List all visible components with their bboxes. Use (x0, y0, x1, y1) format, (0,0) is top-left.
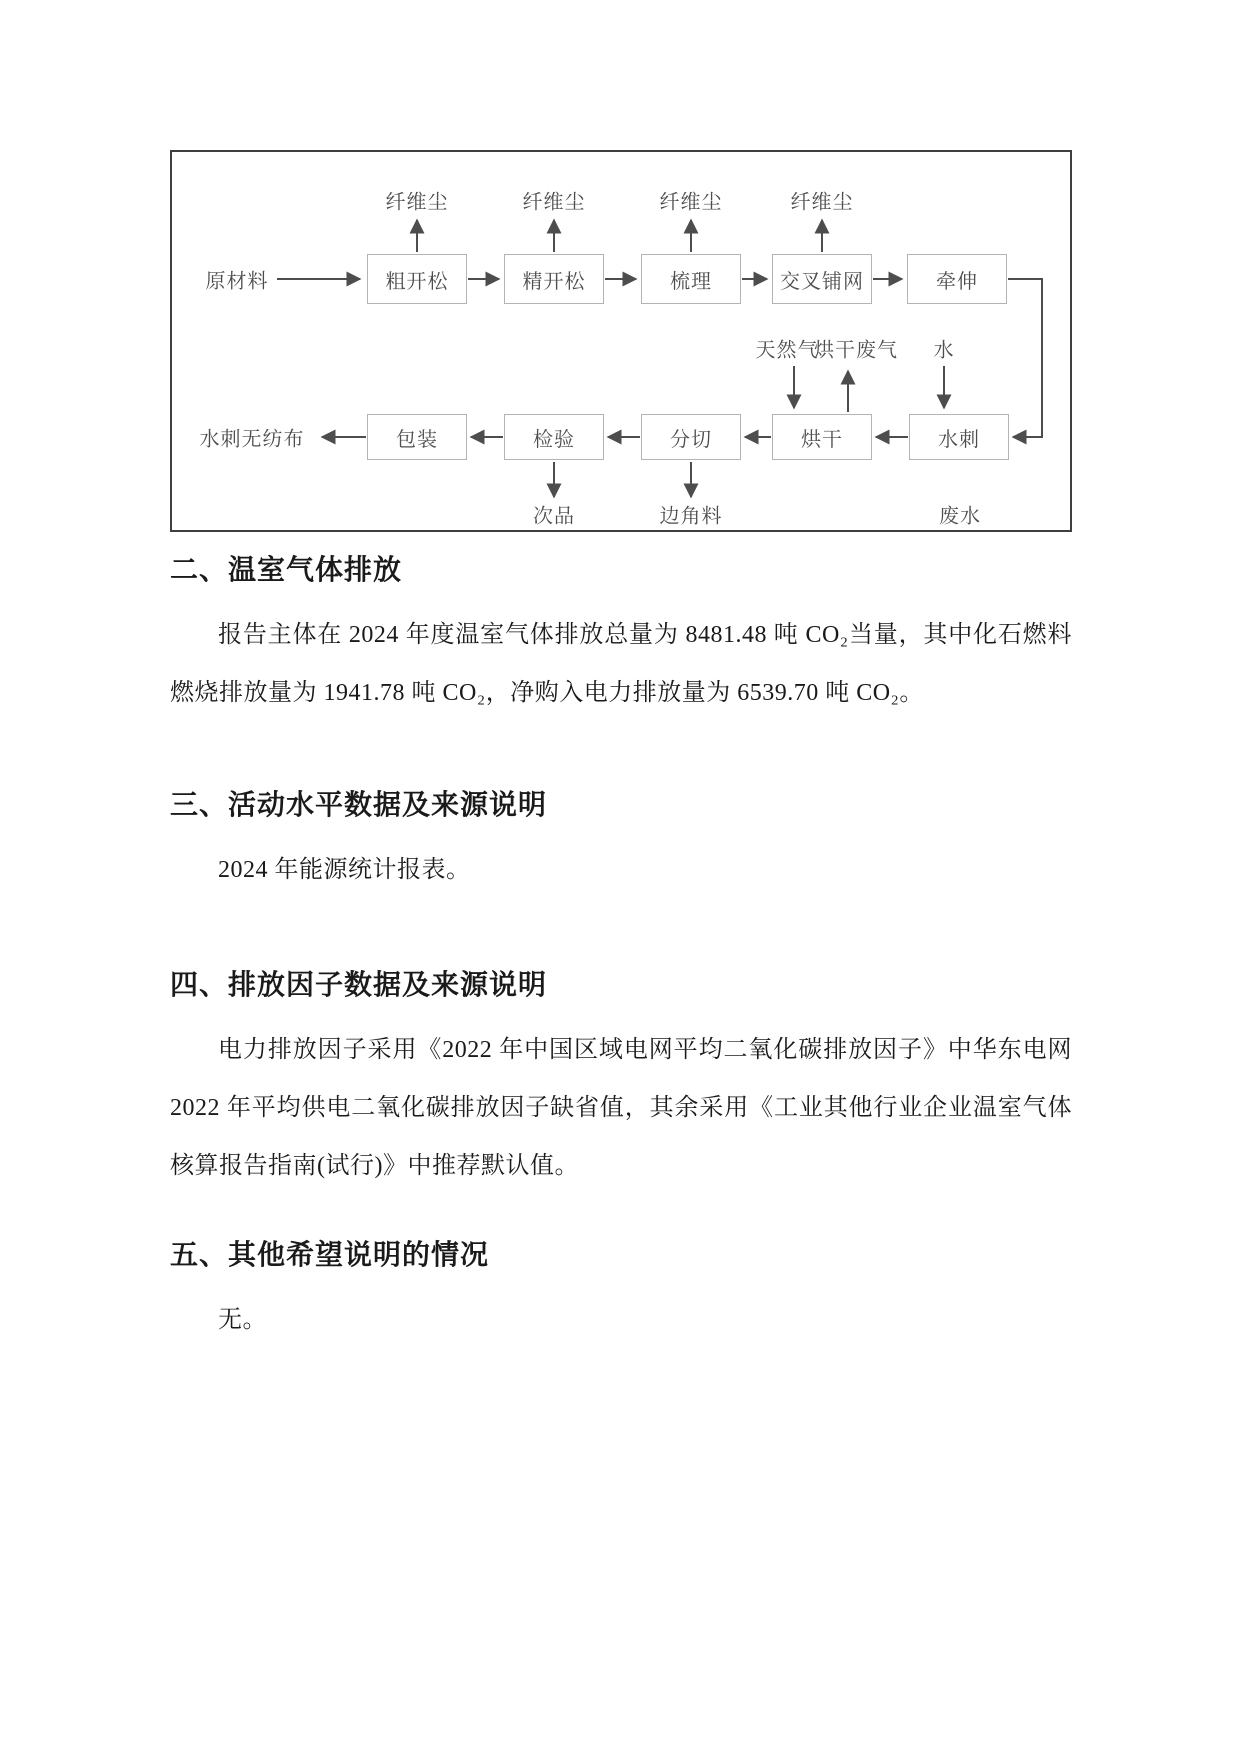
label-wastewater: 废水 (939, 505, 981, 528)
box-coarse-opening: 粗开松 (367, 254, 467, 304)
section-heading-4: 四、排放因子数据及来源说明 (170, 970, 548, 1001)
arrow-drawing-to-spunlace (1008, 279, 1042, 437)
section-other-notes (170, 1239, 1072, 1349)
label-fiber-dust-2: 纤维尘 (522, 191, 586, 214)
label-spunlace-nonwoven: 水刺无纺布 (199, 428, 305, 451)
box-cross-lapping: 交叉铺网 (772, 254, 872, 304)
section-body-5: 无。 (218, 1307, 267, 1333)
label-raw-material: 原材料 (205, 270, 269, 293)
label-fiber-dust-3: 纤维尘 (659, 191, 723, 214)
box-fine-opening: 精开松 (504, 254, 604, 304)
box-drawing: 牵伸 (907, 254, 1007, 304)
box-slitting: 分切 (641, 414, 741, 460)
box-packaging: 包装 (367, 414, 467, 460)
label-fiber-dust-4: 纤维尘 (790, 191, 854, 214)
label-natural-gas: 天然气 (755, 339, 819, 362)
section-body-2: 报告主体在 2024 年度温室气体排放总量为 8481.48 吨 CO₂当量，其中化石燃料燃烧排放量为 1941.78 吨 CO₂，净购入电力排放量为 6539.70 吨 CO₂。 (170, 622, 1072, 706)
label-fiber-dust-1: 纤维尘 (385, 191, 449, 214)
section-body-4: 电力排放因子采用《2022 年中国区域电网平均二氧化碳排放因子》中华东电网 2022 年平均供电二氧化碳排放因子缺省值，其余采用《工业其他行业企业温室气体核算报告指南(试行)》中推荐默认值。 (170, 1037, 1072, 1179)
label-defective-product: 次品 (533, 505, 575, 528)
section-heading-2: 二、温室气体排放 (170, 555, 403, 586)
box-inspection: 检验 (504, 414, 604, 460)
label-drying-exhaust: 烘干废气 (814, 339, 898, 362)
process-flow-diagram (170, 150, 1072, 532)
box-carding: 梳理 (641, 254, 741, 304)
document-body (170, 532, 1072, 1349)
section-heading-3: 三、活动水平数据及来源说明 (170, 790, 548, 821)
section-body-3: 2024 年能源统计报表。 (218, 857, 471, 883)
box-spunlace: 水刺 (909, 414, 1009, 460)
section-greenhouse-gas-emissions (170, 554, 1072, 722)
section-heading-5: 五、其他希望说明的情况 (170, 1240, 490, 1271)
label-water: 水 (933, 339, 955, 362)
section-emission-factor-data (170, 969, 1072, 1195)
section-activity-level-data (170, 789, 1072, 899)
label-scraps: 边角料 (659, 505, 723, 528)
box-drying: 烘干 (772, 414, 872, 460)
